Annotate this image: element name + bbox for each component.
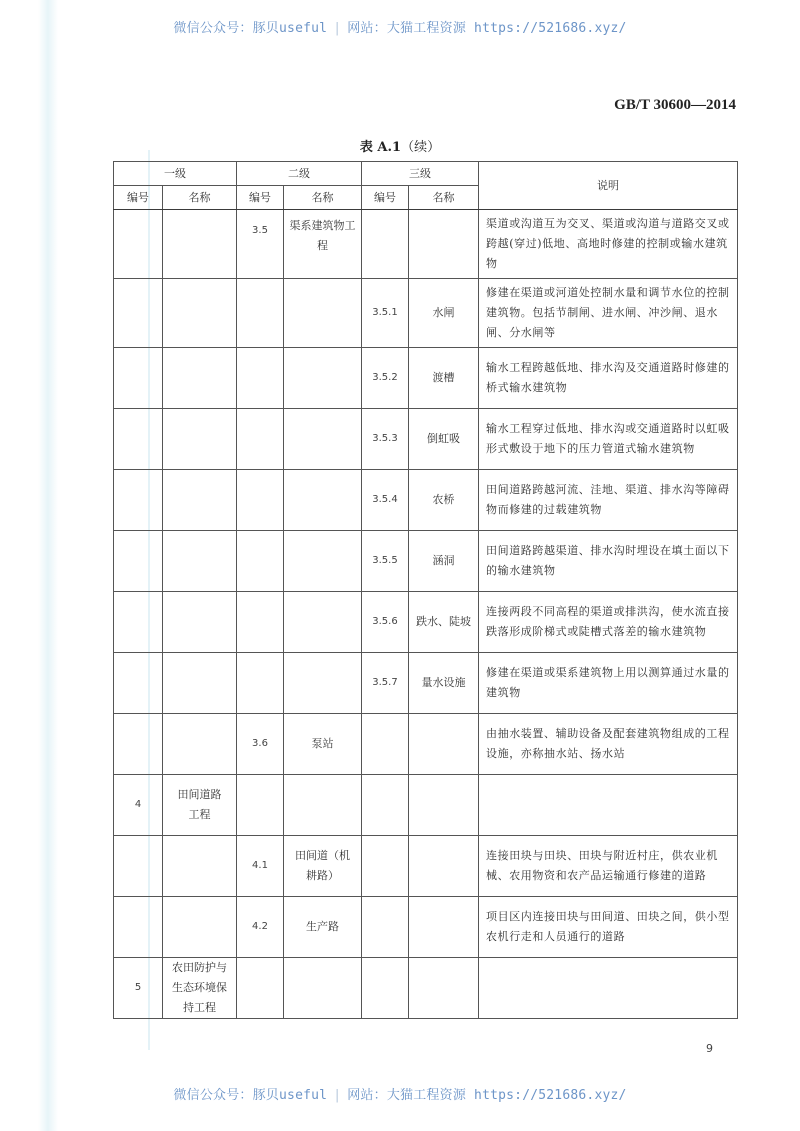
description: 田间道路跨越河流、洼地、渠道、排水沟等障碍物而修建的过载建筑物 [479,470,738,531]
l1-name [163,210,237,279]
l2-number [237,279,284,348]
table-row [114,836,738,897]
page-number: 9 [706,1042,713,1055]
l2-number: 4.1 [237,836,284,897]
header-l3-name: 名称 [409,186,479,210]
l3-number: 3.5.1 [362,279,409,348]
header-l2-name: 名称 [284,186,362,210]
l1-number: 4 [114,775,163,836]
l1-number [114,714,163,775]
watermark-website: 网站：大猫工程资源 https://521686.xyz/ [347,21,627,36]
l2-name [284,348,362,409]
l3-number [362,897,409,958]
l1-number [114,836,163,897]
description: 连接田块与田块、田块与附近村庄，供农业机械、农用物资和农产品运输通行修建的道路 [479,836,738,897]
l2-name [284,279,362,348]
l2-number [237,958,284,1019]
l3-number [362,775,409,836]
l3-number [362,958,409,1019]
l3-name: 涵洞 [409,531,479,592]
table-row [114,897,738,958]
watermark-separator: | [333,1088,342,1103]
description [479,958,738,1019]
description: 输水工程跨越低地、排水沟及交通道路时修建的桥式输水建筑物 [479,348,738,409]
l3-name: 农桥 [409,470,479,531]
l2-name: 渠系建筑物工程 [284,210,362,279]
l3-number: 3.5.5 [362,531,409,592]
scan-binding-shadow [38,0,58,1131]
l1-name [163,653,237,714]
l1-number [114,348,163,409]
header-l3-number: 编号 [362,186,409,210]
l2-name [284,470,362,531]
l2-number [237,531,284,592]
description: 项目区内连接田块与田间道、田块之间，供小型农机行走和人员通行的道路 [479,897,738,958]
l1-name: 田间道路工程 [163,775,237,836]
table-title-label: 表 A.1 [359,140,402,155]
l1-number [114,653,163,714]
table-row [114,775,738,836]
header-level-2: 二级 [237,162,362,186]
watermark-bottom [0,1084,800,1103]
l1-name [163,592,237,653]
l1-number [114,409,163,470]
l1-name [163,279,237,348]
header-l1-number: 编号 [114,186,163,210]
l1-number: 5 [114,958,163,1019]
header-l1-name: 名称 [163,186,237,210]
description: 修建在渠道或渠系建筑物上用以测算通过水量的建筑物 [479,653,738,714]
table-row [114,279,738,348]
l2-name [284,775,362,836]
l3-number: 3.5.4 [362,470,409,531]
l2-name [284,653,362,714]
l2-number [237,775,284,836]
l1-number [114,210,163,279]
l1-name [163,409,237,470]
l1-name: 农田防护与生态环境保持工程 [163,958,237,1019]
l3-name: 水闸 [409,279,479,348]
watermark-separator: | [333,21,342,36]
l2-name: 田间道（机耕路） [284,836,362,897]
description: 修建在渠道或河道处控制水量和调节水位的控制建筑物。包括节制闸、进水闸、冲沙闸、退水闸、分水闸等 [479,279,738,348]
l1-number [114,531,163,592]
table-row [114,348,738,409]
description: 渠道或沟道互为交叉、渠道或沟道与道路交叉或跨越(穿过)低地、高地时修建的控制或输水建筑物 [479,210,738,279]
l2-number: 3.5 [237,210,284,279]
l2-number [237,592,284,653]
l3-name: 渡槽 [409,348,479,409]
header-level-3: 三级 [362,162,479,186]
description: 田间道路跨越渠道、排水沟时埋设在填土面以下的输水建筑物 [479,531,738,592]
l2-name [284,592,362,653]
l3-name [409,775,479,836]
l2-name [284,409,362,470]
standard-code: GB/T 30600—2014 [614,97,736,113]
classification-table [113,161,738,1019]
l3-number [362,714,409,775]
table-row [114,531,738,592]
description: 连接两段不同高程的渠道或排洪沟，使水流直接跌落形成阶梯式或陡槽式落差的输水建筑物 [479,592,738,653]
table-row [114,714,738,775]
table-title [0,136,800,155]
watermark-wechat: 微信公众号：豚贝useful [173,1088,328,1103]
l1-name [163,714,237,775]
l2-number: 3.6 [237,714,284,775]
l3-name: 量水设施 [409,653,479,714]
l3-number [362,836,409,897]
table-row [114,210,738,279]
l3-name: 跌水、陡坡 [409,592,479,653]
l3-number [362,210,409,279]
l1-number [114,592,163,653]
description: 由抽水装置、辅助设备及配套建筑物组成的工程设施，亦称抽水站、扬水站 [479,714,738,775]
description: 输水工程穿过低地、排水沟或交通道路时以虹吸形式敷设于地下的压力管道式输水建筑物 [479,409,738,470]
l2-number [237,348,284,409]
table-row [114,592,738,653]
l1-name [163,348,237,409]
l3-name [409,958,479,1019]
l2-name [284,958,362,1019]
l2-number [237,409,284,470]
l3-number: 3.5.2 [362,348,409,409]
l1-number [114,897,163,958]
l3-name [409,210,479,279]
l3-name [409,714,479,775]
header-description: 说明 [479,162,738,210]
description [479,775,738,836]
l3-name [409,897,479,958]
l1-name [163,531,237,592]
l1-name [163,470,237,531]
l2-number: 4.2 [237,897,284,958]
table-row [114,409,738,470]
l3-number: 3.5.6 [362,592,409,653]
l1-name [163,836,237,897]
l2-name [284,531,362,592]
watermark-top [0,17,800,36]
table-row [114,653,738,714]
l2-number [237,653,284,714]
l3-number: 3.5.3 [362,409,409,470]
watermark-website: 网站：大猫工程资源 https://521686.xyz/ [347,1088,627,1103]
header-l2-number: 编号 [237,186,284,210]
l1-number [114,279,163,348]
l3-number: 3.5.7 [362,653,409,714]
watermark-wechat: 微信公众号：豚贝useful [173,21,328,36]
table-row [114,958,738,1019]
table-row [114,470,738,531]
l3-name [409,836,479,897]
l2-number [237,470,284,531]
l2-name: 生产路 [284,897,362,958]
l1-name [163,897,237,958]
header-level-1: 一级 [114,162,237,186]
l3-name: 倒虹吸 [409,409,479,470]
l2-name: 泵站 [284,714,362,775]
l1-number [114,470,163,531]
table-title-continued: （续） [401,140,441,155]
header-row-levels [114,162,738,186]
